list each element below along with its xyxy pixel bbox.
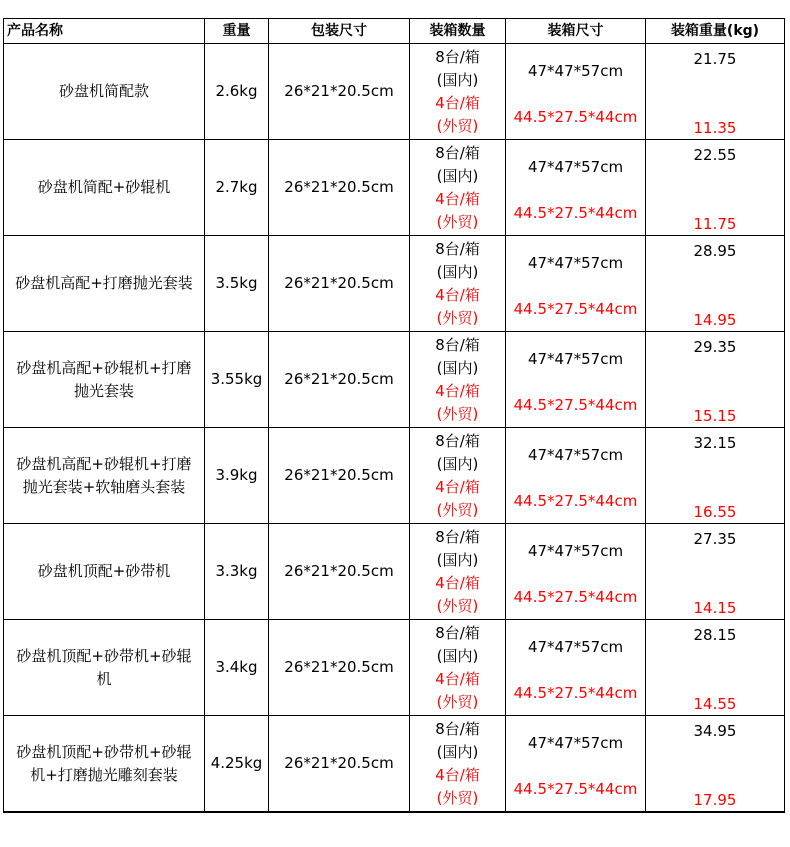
carton-weight-export: 11.75 xyxy=(693,215,737,233)
package-size-cell: 26*21*20.5cm xyxy=(269,140,410,236)
qty-domestic-note: (国内) xyxy=(436,358,479,377)
carton-weight-domestic: 28.95 xyxy=(693,242,737,260)
carton-qty-cell xyxy=(410,140,506,236)
qty-export: 4台/箱 xyxy=(435,669,480,688)
weight-cell: 2.7kg xyxy=(205,140,269,236)
qty-export: 4台/箱 xyxy=(435,381,480,400)
product-name-line: 机 xyxy=(96,669,112,688)
carton-size-domestic: 47*47*57cm xyxy=(527,734,624,752)
carton-size-domestic: 47*47*57cm xyxy=(527,254,624,272)
table-body xyxy=(4,44,785,813)
qty-export-note: (外贸) xyxy=(436,500,479,519)
qty-export: 4台/箱 xyxy=(435,93,480,112)
qty-export: 4台/箱 xyxy=(435,477,480,496)
product-name-line: 抛光套装+软轴磨头套装 xyxy=(22,477,186,496)
qty-domestic-note: (国内) xyxy=(436,646,479,665)
weight-cell: 4.25kg xyxy=(205,716,269,813)
carton-size-cell xyxy=(506,44,646,140)
weight-cell: 3.3kg xyxy=(205,524,269,620)
qty-export: 4台/箱 xyxy=(435,285,480,304)
header-weight: 重量 xyxy=(205,19,269,44)
qty-domestic: 8台/箱 xyxy=(435,431,480,450)
product-name-cell xyxy=(4,140,205,236)
product-name-line: 砂盘机顶配+砂带机+砂辊 xyxy=(16,646,192,665)
carton-weight-domestic: 29.35 xyxy=(693,338,737,356)
carton-size-cell xyxy=(506,332,646,428)
table-row xyxy=(4,716,785,813)
carton-weight-cell xyxy=(646,428,785,524)
qty-export-note: (外贸) xyxy=(436,308,479,327)
qty-export-note: (外贸) xyxy=(436,404,479,423)
carton-weight-domestic: 21.75 xyxy=(693,50,737,68)
carton-size-export: 44.5*27.5*44cm xyxy=(513,492,638,510)
qty-export-note: (外贸) xyxy=(436,212,479,231)
qty-export-note: (外贸) xyxy=(436,692,479,711)
carton-weight-domestic: 28.15 xyxy=(693,626,737,644)
carton-weight-cell xyxy=(646,716,785,813)
qty-export: 4台/箱 xyxy=(435,765,480,784)
carton-weight-export: 14.15 xyxy=(693,599,737,617)
carton-size-export: 44.5*27.5*44cm xyxy=(513,588,638,606)
weight-cell: 3.55kg xyxy=(205,332,269,428)
carton-weight-cell xyxy=(646,44,785,140)
table-row xyxy=(4,620,785,716)
qty-domestic-note: (国内) xyxy=(436,166,479,185)
weight-cell: 3.9kg xyxy=(205,428,269,524)
qty-domestic-note: (国内) xyxy=(436,262,479,281)
product-name-line: 抛光套装 xyxy=(73,381,134,400)
carton-size-domestic: 47*47*57cm xyxy=(527,638,624,656)
header-carton-size: 装箱尺寸 xyxy=(506,19,646,44)
package-size-cell: 26*21*20.5cm xyxy=(269,332,410,428)
qty-export-note: (外贸) xyxy=(436,596,479,615)
qty-domestic-note: (国内) xyxy=(436,742,479,761)
carton-weight-domestic: 32.15 xyxy=(693,434,737,452)
carton-size-cell xyxy=(506,428,646,524)
weight-cell: 2.6kg xyxy=(205,44,269,140)
carton-qty-cell xyxy=(410,428,506,524)
qty-export-note: (外贸) xyxy=(436,788,479,807)
carton-size-export: 44.5*27.5*44cm xyxy=(513,300,638,318)
qty-domestic-note: (国内) xyxy=(436,454,479,473)
carton-weight-export: 14.55 xyxy=(693,695,737,713)
carton-weight-domestic: 34.95 xyxy=(693,722,737,740)
carton-qty-cell xyxy=(410,620,506,716)
carton-weight-export: 15.15 xyxy=(693,407,737,425)
carton-size-export: 44.5*27.5*44cm xyxy=(513,396,638,414)
package-size-cell: 26*21*20.5cm xyxy=(269,44,410,140)
table-row xyxy=(4,332,785,428)
qty-export-note: (外贸) xyxy=(436,116,479,135)
carton-size-cell xyxy=(506,716,646,813)
carton-size-export: 44.5*27.5*44cm xyxy=(513,684,638,702)
qty-export: 4台/箱 xyxy=(435,189,480,208)
carton-size-cell xyxy=(506,236,646,332)
carton-weight-export: 17.95 xyxy=(693,791,737,809)
product-name-cell xyxy=(4,236,205,332)
product-name-line: 砂盘机顶配+砂带机 xyxy=(37,562,171,580)
qty-domestic: 8台/箱 xyxy=(435,719,480,738)
product-spec-table xyxy=(3,18,785,813)
carton-size-cell xyxy=(506,620,646,716)
product-name-cell xyxy=(4,332,205,428)
table-header-row xyxy=(4,19,785,44)
carton-size-domestic: 47*47*57cm xyxy=(527,158,624,176)
carton-qty-cell xyxy=(410,332,506,428)
weight-cell: 3.5kg xyxy=(205,236,269,332)
header-package-size: 包装尺寸 xyxy=(269,19,410,44)
carton-weight-cell xyxy=(646,332,785,428)
qty-domestic: 8台/箱 xyxy=(435,527,480,546)
qty-domestic-note: (国内) xyxy=(436,70,479,89)
package-size-cell: 26*21*20.5cm xyxy=(269,716,410,813)
carton-weight-cell xyxy=(646,140,785,236)
carton-weight-cell xyxy=(646,620,785,716)
header-carton-qty: 装箱数量 xyxy=(410,19,506,44)
carton-weight-export: 11.35 xyxy=(693,119,737,137)
qty-domestic: 8台/箱 xyxy=(435,143,480,162)
carton-size-export: 44.5*27.5*44cm xyxy=(513,780,638,798)
package-size-cell: 26*21*20.5cm xyxy=(269,524,410,620)
qty-domestic: 8台/箱 xyxy=(435,623,480,642)
product-name-cell xyxy=(4,716,205,813)
table-row xyxy=(4,140,785,236)
package-size-cell: 26*21*20.5cm xyxy=(269,236,410,332)
carton-qty-cell xyxy=(410,44,506,140)
product-name-cell xyxy=(4,44,205,140)
header-carton-weight: 装箱重量(kg) xyxy=(646,19,785,44)
carton-size-export: 44.5*27.5*44cm xyxy=(513,108,638,126)
carton-weight-export: 14.95 xyxy=(693,311,737,329)
table-row xyxy=(4,524,785,620)
table-row xyxy=(4,428,785,524)
carton-size-domestic: 47*47*57cm xyxy=(527,542,624,560)
package-size-cell: 26*21*20.5cm xyxy=(269,620,410,716)
qty-export: 4台/箱 xyxy=(435,573,480,592)
product-name-cell xyxy=(4,524,205,620)
qty-domestic: 8台/箱 xyxy=(435,335,480,354)
carton-size-domestic: 47*47*57cm xyxy=(527,350,624,368)
carton-size-cell xyxy=(506,140,646,236)
carton-size-cell xyxy=(506,524,646,620)
table-row xyxy=(4,236,785,332)
product-name-line: 砂盘机简配款 xyxy=(58,82,149,100)
product-name-line: 砂盘机顶配+砂带机+砂辊 xyxy=(16,742,192,761)
product-name-cell xyxy=(4,620,205,716)
carton-weight-domestic: 27.35 xyxy=(693,530,737,548)
carton-weight-domestic: 22.55 xyxy=(693,146,737,164)
carton-size-domestic: 47*47*57cm xyxy=(527,446,624,464)
product-name-line: 砂盘机高配+砂辊机+打磨 xyxy=(16,358,192,377)
carton-weight-cell xyxy=(646,236,785,332)
qty-domestic: 8台/箱 xyxy=(435,239,480,258)
product-name-line: 砂盘机高配+砂辊机+打磨 xyxy=(16,454,192,473)
product-name-line: 砂盘机简配+砂辊机 xyxy=(37,178,171,196)
carton-weight-export: 16.55 xyxy=(693,503,737,521)
product-name-line: 砂盘机高配+打磨抛光套装 xyxy=(15,274,193,292)
product-name-line: 机+打磨抛光雕刻套装 xyxy=(30,765,178,784)
product-name-cell xyxy=(4,428,205,524)
weight-cell: 3.4kg xyxy=(205,620,269,716)
qty-domestic: 8台/箱 xyxy=(435,47,480,66)
table-row xyxy=(4,44,785,140)
package-size-cell: 26*21*20.5cm xyxy=(269,428,410,524)
carton-qty-cell xyxy=(410,236,506,332)
carton-qty-cell xyxy=(410,524,506,620)
carton-weight-cell xyxy=(646,524,785,620)
header-product-name: 产品名称 xyxy=(4,19,205,44)
carton-size-domestic: 47*47*57cm xyxy=(527,62,624,80)
carton-qty-cell xyxy=(410,716,506,813)
qty-domestic-note: (国内) xyxy=(436,550,479,569)
carton-size-export: 44.5*27.5*44cm xyxy=(513,204,638,222)
